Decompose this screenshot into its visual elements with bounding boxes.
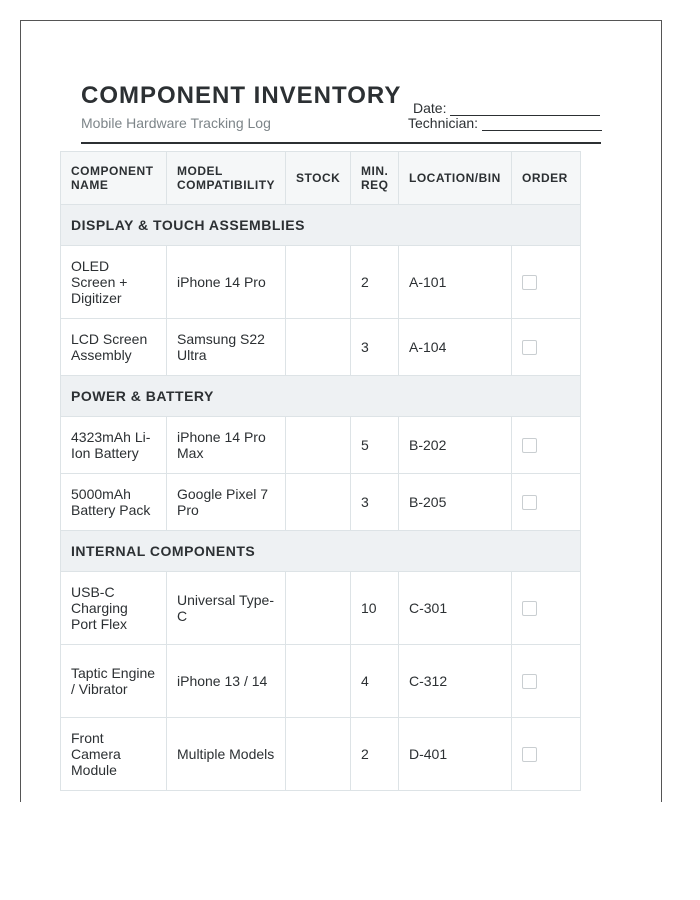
table-header-row <box>61 152 581 205</box>
stock-cell[interactable] <box>286 246 351 319</box>
component-name-cell: OLED Screen + Digitizer <box>61 246 167 319</box>
order-cell <box>512 319 581 376</box>
section-title: DISPLAY & TOUCH ASSEMBLIES <box>61 205 581 246</box>
stock-cell[interactable] <box>286 718 351 791</box>
min-req-cell: 3 <box>351 319 399 376</box>
page-bottom-mask <box>0 802 700 900</box>
section-title: INTERNAL COMPONENTS <box>61 531 581 572</box>
min-req-cell: 10 <box>351 572 399 645</box>
page-subtitle: Mobile Hardware Tracking Log <box>81 115 271 131</box>
page-title: COMPONENT INVENTORY <box>81 82 402 109</box>
order-cell <box>512 718 581 791</box>
table-row <box>61 474 581 531</box>
date-blank-line[interactable] <box>450 101 600 116</box>
col-header-order: ORDER <box>512 152 581 205</box>
model-cell: Google Pixel 7 Pro <box>167 474 286 531</box>
order-cell <box>512 246 581 319</box>
component-name-cell: Taptic Engine / Vibrator <box>61 645 167 718</box>
order-checkbox[interactable] <box>522 601 537 616</box>
col-header-component-name: COMPONENT NAME <box>61 152 167 205</box>
col-header-min-req: MIN. REQ <box>351 152 399 205</box>
date-field <box>413 100 600 116</box>
min-req-cell: 4 <box>351 645 399 718</box>
order-cell <box>512 417 581 474</box>
location-cell: D-401 <box>399 718 512 791</box>
section-row-power <box>61 376 581 417</box>
model-cell: iPhone 13 / 14 <box>167 645 286 718</box>
component-name-cell: Front Camera Module <box>61 718 167 791</box>
location-cell: C-312 <box>399 645 512 718</box>
component-name-cell: 5000mAh Battery Pack <box>61 474 167 531</box>
table-row <box>61 319 581 376</box>
component-name-cell: 4323mAh Li-Ion Battery <box>61 417 167 474</box>
page-header <box>81 81 601 144</box>
location-cell: B-202 <box>399 417 512 474</box>
order-checkbox[interactable] <box>522 340 537 355</box>
model-cell: Samsung S22 Ultra <box>167 319 286 376</box>
location-cell: B-205 <box>399 474 512 531</box>
section-row-display <box>61 205 581 246</box>
stock-cell[interactable] <box>286 417 351 474</box>
component-name-cell: USB-C Charging Port Flex <box>61 572 167 645</box>
stock-cell[interactable] <box>286 319 351 376</box>
component-name-cell: LCD Screen Assembly <box>61 319 167 376</box>
stock-cell[interactable] <box>286 474 351 531</box>
min-req-cell: 3 <box>351 474 399 531</box>
col-header-stock: STOCK <box>286 152 351 205</box>
order-checkbox[interactable] <box>522 275 537 290</box>
table-row <box>61 718 581 791</box>
technician-label: Technician: <box>408 115 479 131</box>
min-req-cell: 5 <box>351 417 399 474</box>
table-row <box>61 645 581 718</box>
min-req-cell: 2 <box>351 718 399 791</box>
order-cell <box>512 474 581 531</box>
section-title: POWER & BATTERY <box>61 376 581 417</box>
location-cell: A-104 <box>399 319 512 376</box>
date-label: Date: <box>413 100 447 116</box>
order-cell <box>512 645 581 718</box>
model-cell: iPhone 14 Pro <box>167 246 286 319</box>
stock-cell[interactable] <box>286 572 351 645</box>
technician-field <box>408 115 602 131</box>
section-row-internal <box>61 531 581 572</box>
technician-blank-line[interactable] <box>482 116 602 131</box>
inventory-table <box>60 151 581 791</box>
model-cell: iPhone 14 Pro Max <box>167 417 286 474</box>
location-cell: A-101 <box>399 246 512 319</box>
model-cell: Universal Type-C <box>167 572 286 645</box>
stock-cell[interactable] <box>286 645 351 718</box>
table-row <box>61 417 581 474</box>
order-checkbox[interactable] <box>522 674 537 689</box>
min-req-cell: 2 <box>351 246 399 319</box>
col-header-model-compatibility: MODEL COMPATIBILITY <box>167 152 286 205</box>
table-row <box>61 246 581 319</box>
location-cell: C-301 <box>399 572 512 645</box>
col-header-location-bin: LOCATION/BIN <box>399 152 512 205</box>
order-checkbox[interactable] <box>522 438 537 453</box>
order-checkbox[interactable] <box>522 747 537 762</box>
model-cell: Multiple Models <box>167 718 286 791</box>
table-row <box>61 572 581 645</box>
order-checkbox[interactable] <box>522 495 537 510</box>
order-cell <box>512 572 581 645</box>
